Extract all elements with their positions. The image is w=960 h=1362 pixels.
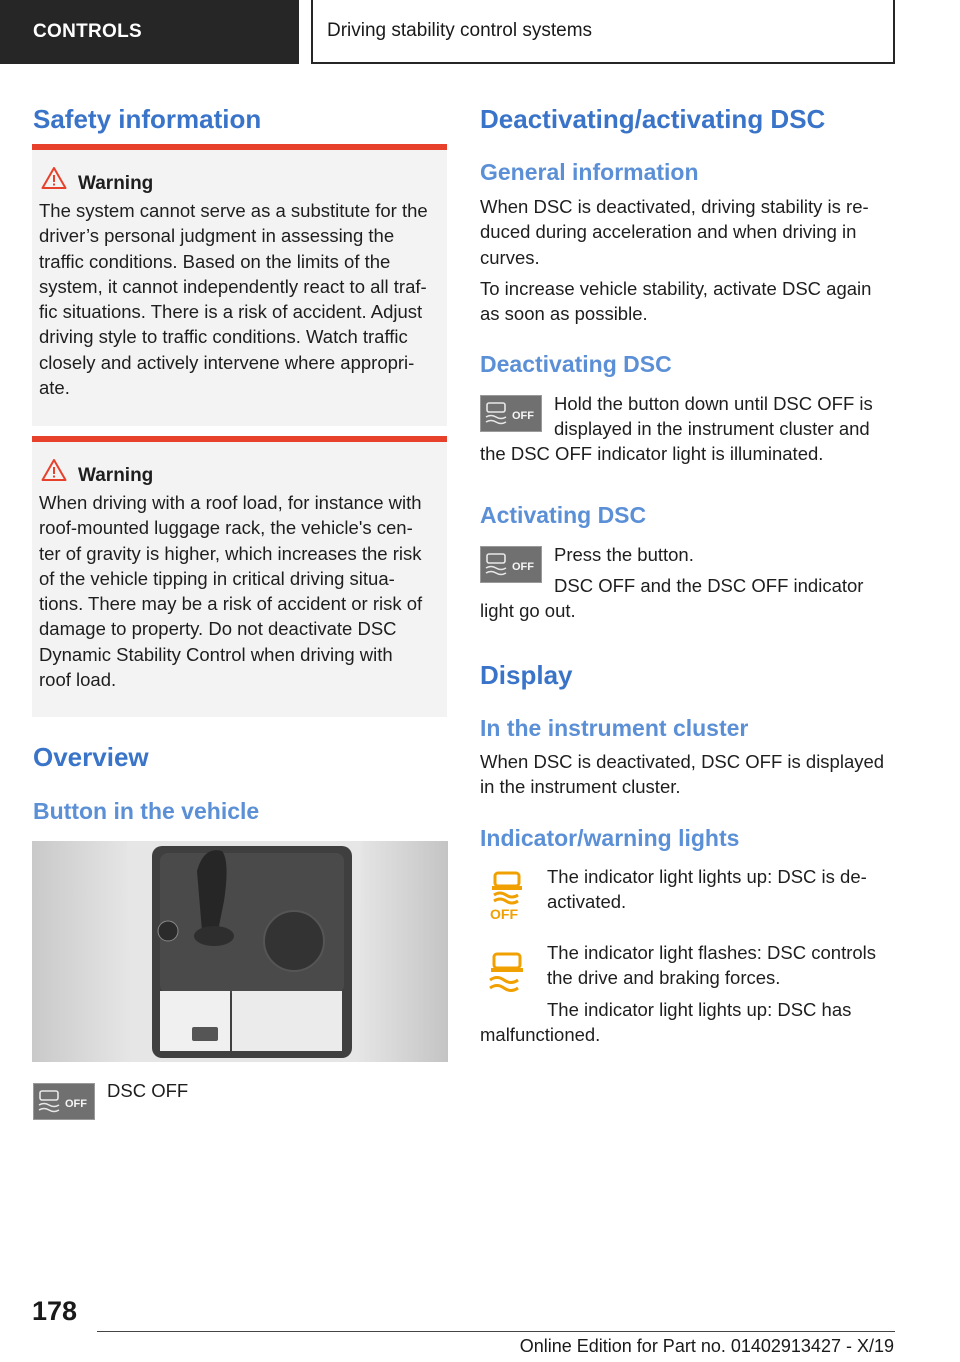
dsc-off-indicator-icon xyxy=(486,867,528,923)
deactivating-instructions: Hold the button down until DSC OFF is displayed in the instrument cluster and xyxy=(554,393,873,440)
indicator-1-text: The indicator light lights up: DSC is de‐ activated. xyxy=(547,866,867,913)
display-heading: Display xyxy=(480,660,573,690)
warning-triangle-icon xyxy=(41,458,67,482)
footer-divider xyxy=(97,1331,895,1332)
dsc-indicator-icon xyxy=(484,948,530,998)
deactivating-instructions-tail: the DSC OFF indicator light is illuminated. xyxy=(480,443,824,464)
activating-result: DSC OFF and the DSC OFF indicator xyxy=(554,575,864,596)
deactivating-dsc-heading: Deactivating DSC xyxy=(480,351,672,377)
svg-text:OFF: OFF xyxy=(512,410,534,422)
warning-triangle-icon xyxy=(41,166,67,190)
warning-title: Warning xyxy=(78,465,154,486)
dsc-off-button-icon xyxy=(33,1083,95,1120)
warning-title: Warning xyxy=(78,173,154,194)
warning-body: The system cannot serve as a substitute for the driver’s personal judgment in assessing the traffic conditions. Based on the limits of the system, it cannot independently react to all traf‐ fic situations. There is a risk of accident. Adjust driving style to traffic conditions. Watch traffic closely and actively intervene where appropri‐ ate. xyxy=(39,200,428,399)
activating-dsc-heading: Activating DSC xyxy=(480,502,647,528)
activating-result-tail: light go out. xyxy=(480,600,576,621)
deactivating-activating-dsc-heading: Deactivating/activating DSC xyxy=(480,104,826,134)
general-info-paragraph-1: When DSC is deactivated, driving stability is re‐ duced during acceleration and when driving in curves. xyxy=(480,196,869,268)
footer-edition: Online Edition for Part no. 01402913427 - X/19 xyxy=(519,1336,894,1356)
indicator-3-text-tail: malfunctioned. xyxy=(480,1024,601,1045)
dsc-off-label: DSC OFF xyxy=(107,1080,189,1101)
button-in-vehicle-heading: Button in the vehicle xyxy=(33,798,260,824)
indicator-3-text: The indicator light lights up: DSC has xyxy=(547,999,852,1020)
header-section: CONTROLS xyxy=(0,0,299,64)
svg-text:OFF: OFF xyxy=(65,1098,87,1110)
overview-heading: Overview xyxy=(33,742,149,772)
center-console-photo xyxy=(32,841,448,1062)
general-info-paragraph-2: To increase vehicle stability, activate DSC again as soon as possible. xyxy=(480,278,872,325)
dsc-off-button-icon xyxy=(480,395,542,432)
instrument-cluster-heading: In the instrument cluster xyxy=(480,715,749,741)
instrument-cluster-paragraph: When DSC is deactivated, DSC OFF is displayed in the instrument cluster. xyxy=(480,751,885,798)
warning-box-1 xyxy=(32,144,447,426)
page-number: 178 xyxy=(32,1296,78,1326)
svg-text:OFF: OFF xyxy=(490,906,518,922)
warning-body: When driving with a roof load, for instance with roof-mounted luggage rack, the vehicle's cen‐ ter of gravity is higher, which increases the risk of the vehicle tipping in critical driving situa‐ tions. There may be a risk of accident or risk of damage to property. Do not deactivate DSC Dynamic Stability Control when driving with roof load. xyxy=(39,492,423,691)
svg-text:OFF: OFF xyxy=(512,561,534,573)
dsc-off-button-icon xyxy=(480,546,542,583)
header-title: Driving stability control systems xyxy=(311,0,895,64)
safety-information-heading: Safety information xyxy=(33,104,262,134)
indicator-2-text: The indicator light flashes: DSC controls the drive and braking forces. xyxy=(547,942,877,989)
indicator-warning-lights-heading: Indicator/warning lights xyxy=(480,825,740,851)
warning-box-2 xyxy=(32,436,447,717)
activating-instruction: Press the button. xyxy=(554,544,694,565)
general-information-heading: General information xyxy=(480,159,699,185)
